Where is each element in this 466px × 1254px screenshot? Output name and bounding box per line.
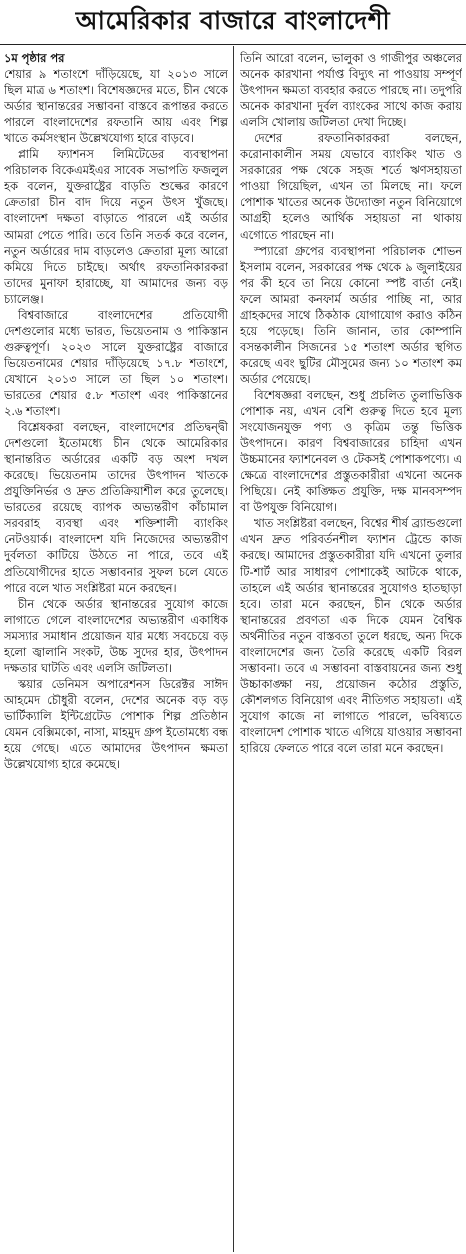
paragraph: দেশের রফতানিকারকরা বলছেন, করোনাকালীন সময় যেভাবে ব্যাংকিং খাত ও সরকারের পক্ষ থেকে সহজ শর্তে ঋণসহায়তা পাওয়া গিয়েছিল, এখন তা মিলছে না। ফলে পোশাক খাতের অনেক উদ্যোক্তা নতুন বিনিয়োগে আগ্রহী হলেও আর্থিক সহায়তা না থাকায় এগোতে পারছেন না।: [240, 131, 462, 242]
paragraph: বিশেষজ্ঞরা বলছেন, শুধু প্রচলিত তুলাভিত্তিক পোশাক নয়, এখন বেশি গুরুত্ব দিতে হবে মূল্য সংযোজনযুক্ত পণ্য ও কৃত্রিম তন্তু ভিত্তিক উৎপাদনে। কারণ বিশ্ববাজারের চাহিদা এখন উচ্চমানের ফ্যাশনেবল ও টেকসই পোশাকপণ্যে। এ ক্ষেত্রে বাংলাদেশের প্রস্তুতকারীরা এখনো অনেক পিছিয়ে। নেই কাঙ্ক্ষিত প্রযুক্তি, দক্ষ মানবসম্পদ বা উপযুক্ত বিনিয়োগ।: [240, 387, 462, 515]
paragraph: চীন থেকে অর্ডার স্থানান্তরের সুযোগ কাজে লাগাতে গেলে বাংলাদেশের অভ্যন্তরীণ একাধিক সমস্যার সমাধান প্রয়োজন যার মধ্যে সবচেয়ে বড় হলো জ্বালানি সংকট, উচ্চ সুদের হার, উৎপাদন দক্ষতার ঘাটতি এবং এলসি জটিলতা।: [4, 596, 228, 675]
left-column: [4, 50, 228, 1248]
paragraph: বিশ্লেষকরা বলছেন, বাংলাদেশের প্রতিদ্বন্দ্বী দেশগুলো ইতোমধ্যে চীন থেকে আমেরিকার স্থানান্তরিত অর্ডারের একটি বড় অংশ দখল করেছে। ভিয়েতনাম তাদের উৎপাদন খাতকে প্রযুক্তিনির্ভর ও দ্রুত প্রতিক্রিয়াশীল করে তুলেছে। ভারতের রয়েছে ব্যাপক অভ্যন্তরীণ কাঁচামাল সরবরাহ ব্যবস্থা এবং শক্তিশালী ব্যাংকিং নেটওয়ার্ক। বাংলাদেশ যদি নিজেদের অভ্যন্তরীণ দুর্বলতা কাটিয়ে উঠতে না পারে, তবে এই প্রতিযোগীদের হাতে সম্ভাবনার সুফল চলে যেতে পারে বলে খাত সংশ্লিষ্টরা মনে করছেন।: [4, 420, 228, 595]
continued-from-label: ১ম পৃষ্ঠার পর: [4, 51, 65, 65]
headline: আমেরিকার বাজারে বাংলাদেশী: [0, 0, 466, 45]
paragraph: খাত সংশ্লিষ্টরা বলছেন, বিশ্বের শীর্ষ ব্র্যান্ডগুলো এখন দ্রুত পরিবর্তনশীল ফ্যাশন ট্রেন্ডে কাজ করছে। আমাদের প্রস্তুতকারীরা যদি এখনো তুলার টি-শার্ট আর সাধারণ পোশাকেই আটকে থাকে, তাহলে এই অর্ডার স্থানান্তরের সুযোগও হাতছাড়া হবে। তারা মনে করছেন, চীন থেকে অর্ডার স্থানান্তরের প্রবণতা এক দিকে যেমন বৈশ্বিক অর্থনীতির নতুন বাস্তবতা তুলে ধরছে, অন্য দিকে বাংলাদেশের জন্য তৈরি করেছে একটি বিরল সম্ভাবনা। তবে এ সম্ভাবনা বাস্তবায়নের জন্য শুধু উচ্চাকাঙ্ক্ষা নয়, প্রয়োজন কঠোর প্রস্তুতি, কৌশলগত বিনিয়োগ এবং নীতিগত সহায়তা। এই সুযোগ কাজে না লাগাতে পারলে, ভবিষ্যতে বাংলাদেশ পোশাক খাতে এগিয়ে যাওয়ার সম্ভাবনা হারিয়ে ফেলতে পারে বলে তারা মনে করছেন।: [240, 516, 462, 756]
right-column: [240, 50, 462, 1248]
paragraph: তিনি আরো বলেন, ভালুকা ও গাজীপুর অঞ্চলের অনেক কারখানা পর্যাপ্ত বিদ্যুৎ না পাওয়ায় সম্পূর্ণ উৎপাদন ক্ষমতা ব্যবহার করতে পারছে না। তদুপরি অনেক কারখানা দুর্বল ব্যাংকের সাথে কাজ করায় এলসি খোলায় জটিলতা দেখা দিচ্ছে।: [240, 51, 462, 130]
paragraph: প্লামি ফ্যাশনস লিমিটেডের ব্যবস্থাপনা পরিচালক বিকেএমইএর সাবেক সভাপতি ফজলুল হক বলেন, যুক্তরাষ্ট্রের বাড়তি শুল্কের কারণে ক্রেতারা চীন বাদ দিয়ে নতুন উৎস খুঁজছে। বাংলাদেশ দক্ষতা বাড়াতে পারলে এই অর্ডার আমরা পেতে পারি। তবে তিনি সতর্ক করে বলেন, নতুন অর্ডারের দাম বাড়লেও ক্রেতারা মূল্য আরো কমিয়ে দিতে চাইছে। অর্থাৎ রফতানিকারকরা তাদের মুনাফা হারাচ্ছে, যা আমাদের জন্য বড় চ্যালেঞ্জ।: [4, 147, 228, 306]
paragraph: [4, 50, 228, 146]
column-divider: [233, 46, 234, 1252]
paragraph-text: শেয়ার ৯ শতাংশে দাঁড়িয়েছে, যা ২০১৩ সালে ছিল মাত্র ৬ শতাংশ। বিশেষজ্ঞদের মতে, চীন থেকে অর্ডার স্থানান্তরের সম্ভাবনা বাস্তবে রূপান্তর করতে পারলে বাংলাদেশের রফতানি আয় এবং শিল্প খাতে কর্মসংস্থান উল্লেখযোগ্য হারে বাড়বে।: [4, 67, 228, 146]
paragraph: স্প্যারো গ্রুপের ব্যবস্থাপনা পরিচালক শোভন ইসলাম বলেন, সরকারের পক্ষ থেকে ৯ জুলাইয়ের পর কী হবে তা নিয়ে কোনো স্পষ্ট বার্তা নেই। ফলে আমরা কনফার্ম অর্ডার পাচ্ছি না, আর গ্রাহকদের সাথে ঠিকঠাক যোগাযোগ করাও কঠিন হয়ে পড়েছে। তিনি জানান, তার কোম্পানি বসন্তকালীন সিজনের ১৫ শতাংশ অর্ডার স্থগিত করেছে এবং ছুটির মৌসুমের জন্য ১০ শতাংশ কম অর্ডার পেয়েছে।: [240, 243, 462, 386]
paragraph: স্কয়ার ডেনিমস অপারেশনস ডিরেক্টর সাঈদ আহমেদ চৌধুরী বলেন, দেশের অনেক বড় বড় ভার্টিক্যালি ইন্টিগ্রেটেড পোশাক শিল্প প্রতিষ্ঠান যেমন বেক্সিমকো, নাসা, মাহমুদ গ্রুপ ইতোমধ্যে বন্ধ হয়ে গেছে। এতে আমাদের উৎপাদন ক্ষমতা উল্লেখযোগ্য হারে কমেছে।: [4, 676, 228, 772]
paragraph: বিশ্ববাজারে বাংলাদেশের প্রতিযোগী দেশগুলোর মধ্যে ভারত, ভিয়েতনাম ও পাকিস্তান গুরুত্বপূর্ণ। ২০২৩ সালে যুক্তরাষ্ট্রের বাজারে ভিয়েতনামের শেয়ার দাঁড়িয়েছে ১৭.৮ শতাংশে, যেখানে ২০১৩ সালে তা ছিল ১০ শতাংশ। ভারতের শেয়ার ৫.৮ শতাংশ এবং পাকিস্তানের ২.৬ শতাংশ।: [4, 307, 228, 419]
